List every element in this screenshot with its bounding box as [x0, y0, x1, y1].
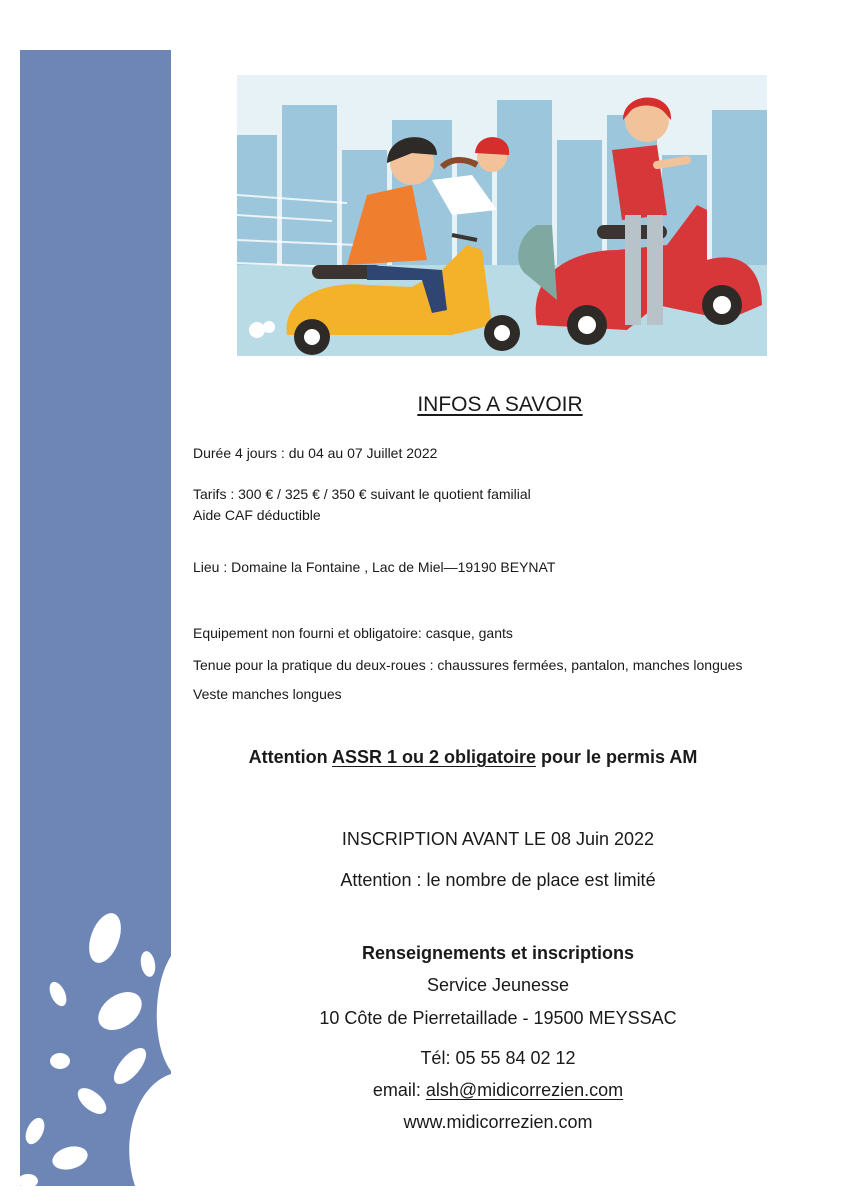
infos-title: INFOS A SAVOIR: [417, 393, 583, 416]
side-decorative-band: [20, 50, 171, 1186]
contact-email-label: email:: [372, 1080, 426, 1100]
contact-website[interactable]: www.midicorrezien.com: [403, 1112, 593, 1132]
equipement-text: Equipement non fourni et obligatoire: casque, gants: [193, 625, 513, 641]
veste-text: Veste manches longues: [193, 686, 342, 702]
contact-email-link[interactable]: alsh@midicorrezien.com: [425, 1080, 624, 1100]
contact-tel: Tél: 05 55 84 02 12: [420, 1048, 576, 1068]
attention-assr-underlined: ASSR 1 ou 2 obligatoire: [331, 747, 536, 767]
lieu-text: Lieu : Domaine la Fontaine , Lac de Miel—19190 BEYNAT: [193, 559, 556, 575]
inscription-deadline: INSCRIPTION AVANT LE 08 Juin 2022: [341, 829, 655, 849]
tarifs-text: Tarifs : 300 € / 325 € / 350 € suivant le quotient familial: [193, 486, 531, 502]
leaf-pattern: [20, 896, 171, 1186]
contact-address: 10 Côte de Pierretaillade - 19500 MEYSSAC: [319, 1008, 677, 1028]
contact-service: Service Jeunesse: [426, 975, 570, 995]
tenue-text: Tenue pour la pratique du deux-roues : chaussures fermées, pantalon, manches longues: [193, 657, 743, 673]
attention-assr-prefix: Attention: [248, 747, 332, 767]
attention-assr-notice: [130, 747, 816, 768]
contact-heading: Renseignements et inscriptions: [361, 943, 635, 963]
scooter-illustration: [237, 75, 767, 356]
contact-email-line: [200, 1080, 796, 1101]
duree-text: Durée 4 jours : du 04 au 07 Juillet 2022: [193, 445, 438, 461]
attention-assr-suffix: pour le permis AM: [535, 747, 698, 767]
aide-caf-text: Aide CAF déductible: [193, 507, 321, 523]
attention-places: Attention : le nombre de place est limité: [340, 870, 656, 890]
